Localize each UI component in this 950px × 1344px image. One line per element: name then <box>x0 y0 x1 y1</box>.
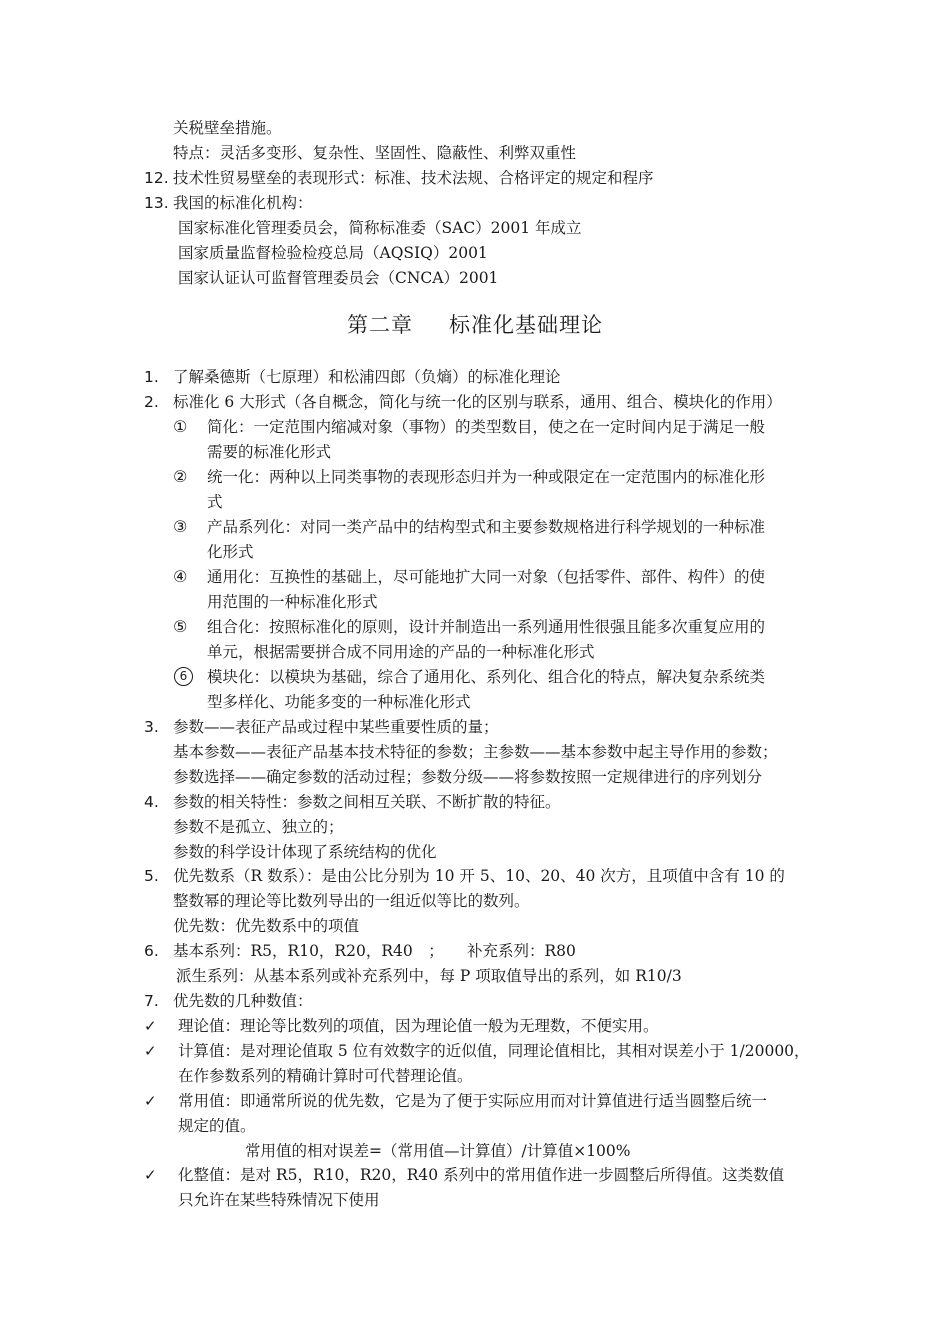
list-item-text: 参数——表征产品或过程中某些重要性质的量； <box>173 718 499 736</box>
check-icon: ✓ <box>144 1166 157 1184</box>
list-number: 4. <box>144 793 159 811</box>
list-number: 3. <box>144 718 159 736</box>
form-text: 模块化：以模块为基础，综合了通用化、系列化、组合化的特点，解决复杂系统类 <box>207 668 766 686</box>
list-item-text: 参数不是孤立、独立的； <box>173 818 344 836</box>
check-item-text: 规定的值。 <box>178 1117 256 1135</box>
chapter-title: 标准化基础理论 <box>449 313 603 337</box>
list-item-text: 基本系列：R5，R10，R20，R40 ； 补充系列：R80 <box>173 942 576 960</box>
check-item-text: 只允许在某些特殊情况下使用 <box>178 1191 380 1209</box>
check-icon: ✓ <box>144 1017 157 1035</box>
circled-number: ③ <box>173 517 188 536</box>
list-item-text: 基本参数——表征产品基本技术特征的参数；主参数——基本参数中起主导作用的参数； <box>173 743 778 761</box>
form-text: 需要的标准化形式 <box>207 443 332 461</box>
form-text: 组合化：按照标准化的原则，设计并制造出一系列通用性很强且能多次重复应用的 <box>207 618 766 636</box>
org-line: 国家认证认可监督管理委员会（CNCA）2001 <box>178 269 499 287</box>
circled-number: 6 <box>174 667 193 686</box>
form-text: 式 <box>207 493 223 511</box>
list-number: 7. <box>144 992 159 1010</box>
circled-number: ② <box>173 467 188 486</box>
form-text: 统一化：两种以上同类事物的表现形态归并为一种或限定在一定范围内的标准化形 <box>207 468 766 486</box>
check-icon: ✓ <box>144 1092 157 1110</box>
circled-number: ⑤ <box>173 617 188 636</box>
list-item-text: 优先数的几种数值： <box>173 992 313 1010</box>
list-number: 6. <box>144 942 159 960</box>
list-item-text: 整数幂的理论等比数列导出的一组近似等比的数列。 <box>173 892 530 910</box>
org-line: 国家质量监督检验检疫总局（AQSIQ）2001 <box>178 244 488 262</box>
list-item-text: 优先数系（R 数系）：是由公比分别为 10 开 5、10、20、40 次方，且项值中含有 10 的 <box>173 867 785 885</box>
list-item-text: 优先数：优先数系中的项值 <box>173 917 360 935</box>
formula-line: 常用值的相对误差=（常用值—计算值）/计算值×100% <box>245 1142 631 1160</box>
check-item-text: 理论值：理论等比数列的项值，因为理论值一般为无理数，不便实用。 <box>178 1017 659 1035</box>
list-item-text: 了解桑德斯（七原理）和松浦四郎（负熵）的标准化理论 <box>173 368 561 386</box>
list-number: 2. <box>144 393 159 411</box>
circled-number: ④ <box>173 567 188 586</box>
chapter-heading <box>0 312 950 338</box>
check-item-text: 常用值：即通常所说的优先数，它是为了便于实际应用而对计算值进行适当圆整后统一 <box>178 1092 768 1110</box>
list-item-text: 我国的标准化机构： <box>173 194 313 212</box>
check-item-text: 化整值：是对 R5，R10，R20，R40 系列中的常用值作进一步圆整后所得值。这类数值 <box>178 1166 785 1184</box>
list-number: 5. <box>144 867 159 885</box>
text-line: 特点：灵活多变形、复杂性、坚固性、隐蔽性、利弊双重性 <box>173 144 577 162</box>
list-number: 1. <box>144 368 159 386</box>
list-item-text: 派生系列：从基本系列或补充系列中，每 P 项取值导出的系列，如 R10/3 <box>176 967 682 985</box>
form-text: 化形式 <box>207 543 254 561</box>
form-text: 单元，根据需要拼合成不同用途的产品的一种标准化形式 <box>207 643 595 661</box>
org-line: 国家标准化管理委员会，简称标准委（SAC）2001 年成立 <box>178 219 582 237</box>
form-text: 用范围的一种标准化形式 <box>207 593 378 611</box>
list-item-text: 标准化 6 大形式（各自概念，简化与统一化的区别与联系，通用、组合、模块化的作用） <box>173 393 782 411</box>
list-number: 12. <box>144 169 169 187</box>
form-text: 简化：一定范围内缩减对象（事物）的类型数目，使之在一定时间内足于满足一般 <box>207 418 766 436</box>
list-item-text: 参数的相关特性：参数之间相互关联、不断扩散的特征。 <box>173 793 561 811</box>
form-text: 产品系列化：对同一类产品中的结构型式和主要参数规格进行科学规划的一种标准 <box>207 518 766 536</box>
text-line: 关税壁垒措施。 <box>173 119 282 137</box>
list-item-text: 技术性贸易壁垒的表现形式：标准、技术法规、合格评定的规定和程序 <box>173 169 654 187</box>
check-item-text: 在作参数系列的精确计算时可代替理论值。 <box>178 1067 473 1085</box>
list-number: 13. <box>144 194 169 212</box>
circled-number: ① <box>173 417 188 436</box>
check-item-text: 计算值：是对理论值取 5 位有效数字的近似值，同理论值相比，其相对误差小于 1/20000， <box>178 1042 810 1060</box>
chapter-number: 第二章 <box>347 313 413 337</box>
form-text: 型多样化、功能多变的一种标准化形式 <box>207 693 471 711</box>
list-item-text: 参数的科学设计体现了系统结构的优化 <box>173 843 437 861</box>
list-item-text: 参数选择——确定参数的活动过程；参数分级——将参数按照一定规律进行的序列划分 <box>173 768 763 786</box>
form-text: 通用化：互换性的基础上，尽可能地扩大同一对象（包括零件、部件、构件）的使 <box>207 568 766 586</box>
check-icon: ✓ <box>144 1042 157 1060</box>
